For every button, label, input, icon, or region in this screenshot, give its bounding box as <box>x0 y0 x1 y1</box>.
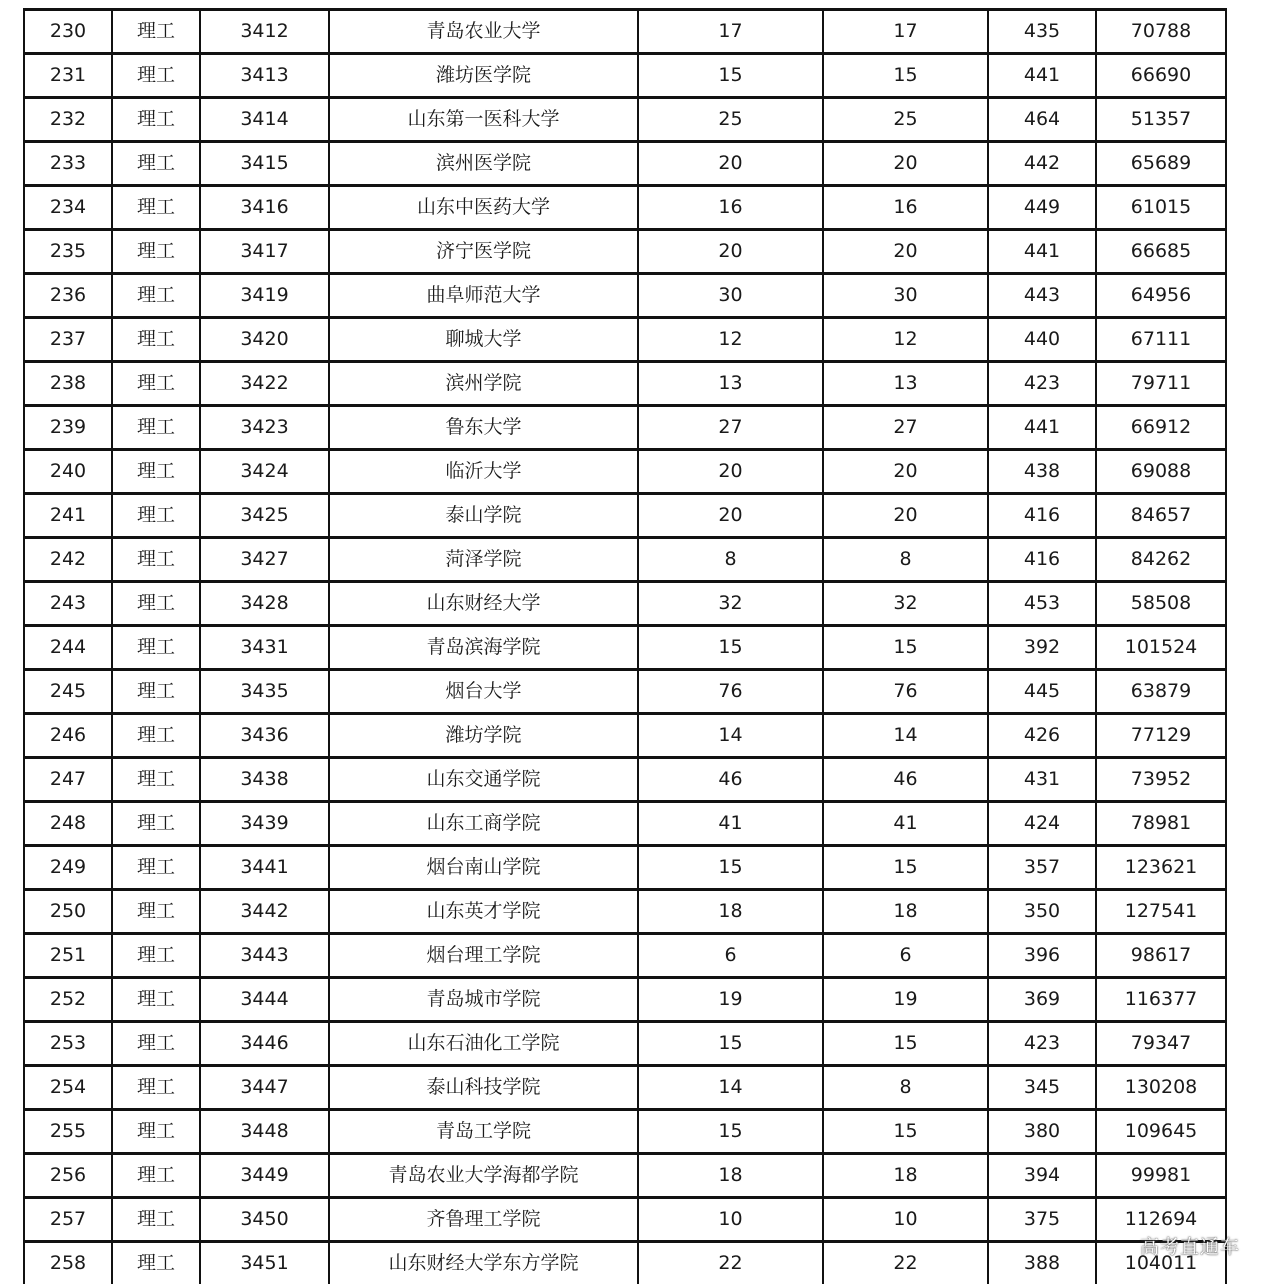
admitted-count-cell: 27 <box>823 406 988 450</box>
table-row <box>24 1066 1226 1110</box>
admitted-count-cell: 20 <box>823 450 988 494</box>
school-code-cell: 3414 <box>200 98 329 142</box>
school-name-cell: 青岛农业大学海都学院 <box>329 1154 638 1198</box>
table-row <box>24 1154 1226 1198</box>
admitted-count-cell: 13 <box>823 362 988 406</box>
admitted-count-cell: 18 <box>823 1154 988 1198</box>
school-name-cell: 济宁医学院 <box>329 230 638 274</box>
min-rank-cell: 70788 <box>1096 10 1226 54</box>
table-row <box>24 142 1226 186</box>
min-rank-cell: 127541 <box>1096 890 1226 934</box>
admitted-count-cell: 14 <box>823 714 988 758</box>
school-name-cell: 烟台南山学院 <box>329 846 638 890</box>
school-name-cell: 山东中医药大学 <box>329 186 638 230</box>
min-score-cell: 345 <box>988 1066 1096 1110</box>
admitted-count-cell: 10 <box>823 1198 988 1242</box>
school-name-cell: 山东第一医科大学 <box>329 98 638 142</box>
school-code-cell: 3422 <box>200 362 329 406</box>
table-row <box>24 978 1226 1022</box>
school-name-cell: 烟台理工学院 <box>329 934 638 978</box>
min-rank-cell: 78981 <box>1096 802 1226 846</box>
table-row <box>24 230 1226 274</box>
seq-cell: 253 <box>24 1022 112 1066</box>
table-row <box>24 362 1226 406</box>
min-rank-cell: 66685 <box>1096 230 1226 274</box>
admitted-count-cell: 20 <box>823 494 988 538</box>
category-cell: 理工 <box>112 142 200 186</box>
min-score-cell: 416 <box>988 538 1096 582</box>
school-name-cell: 青岛工学院 <box>329 1110 638 1154</box>
min-score-cell: 445 <box>988 670 1096 714</box>
category-cell: 理工 <box>112 274 200 318</box>
school-name-cell: 山东交通学院 <box>329 758 638 802</box>
min-rank-cell: 98617 <box>1096 934 1226 978</box>
school-code-cell: 3435 <box>200 670 329 714</box>
min-rank-cell: 123621 <box>1096 846 1226 890</box>
school-code-cell: 3427 <box>200 538 329 582</box>
min-score-cell: 380 <box>988 1110 1096 1154</box>
school-name-cell: 青岛城市学院 <box>329 978 638 1022</box>
school-code-cell: 3441 <box>200 846 329 890</box>
seq-cell: 240 <box>24 450 112 494</box>
min-rank-cell: 109645 <box>1096 1110 1226 1154</box>
category-cell: 理工 <box>112 1154 200 1198</box>
seq-cell: 233 <box>24 142 112 186</box>
min-score-cell: 424 <box>988 802 1096 846</box>
admitted-count-cell: 15 <box>823 1022 988 1066</box>
min-score-cell: 388 <box>988 1242 1096 1285</box>
table-row <box>24 54 1226 98</box>
admitted-count-cell: 30 <box>823 274 988 318</box>
plan-count-cell: 15 <box>638 846 823 890</box>
table-body <box>24 10 1226 1285</box>
table-row <box>24 274 1226 318</box>
seq-cell: 231 <box>24 54 112 98</box>
seq-cell: 242 <box>24 538 112 582</box>
category-cell: 理工 <box>112 670 200 714</box>
plan-count-cell: 30 <box>638 274 823 318</box>
category-cell: 理工 <box>112 406 200 450</box>
seq-cell: 238 <box>24 362 112 406</box>
school-name-cell: 烟台大学 <box>329 670 638 714</box>
seq-cell: 236 <box>24 274 112 318</box>
watermark-text: 高考直通车 <box>1140 1236 1241 1258</box>
school-code-cell: 3412 <box>200 10 329 54</box>
min-rank-cell: 51357 <box>1096 98 1226 142</box>
plan-count-cell: 17 <box>638 10 823 54</box>
seq-cell: 248 <box>24 802 112 846</box>
plan-count-cell: 46 <box>638 758 823 802</box>
min-score-cell: 449 <box>988 186 1096 230</box>
school-code-cell: 3428 <box>200 582 329 626</box>
admitted-count-cell: 15 <box>823 1110 988 1154</box>
min-score-cell: 443 <box>988 274 1096 318</box>
school-code-cell: 3446 <box>200 1022 329 1066</box>
plan-count-cell: 10 <box>638 1198 823 1242</box>
category-cell: 理工 <box>112 846 200 890</box>
category-cell: 理工 <box>112 54 200 98</box>
min-rank-cell: 64956 <box>1096 274 1226 318</box>
plan-count-cell: 6 <box>638 934 823 978</box>
school-name-cell: 山东财经大学东方学院 <box>329 1242 638 1285</box>
admissions-table <box>23 8 1227 1284</box>
admitted-count-cell: 15 <box>823 846 988 890</box>
table-row <box>24 626 1226 670</box>
table-row <box>24 494 1226 538</box>
admitted-count-cell: 18 <box>823 890 988 934</box>
min-score-cell: 435 <box>988 10 1096 54</box>
plan-count-cell: 14 <box>638 1066 823 1110</box>
min-rank-cell: 112694 <box>1096 1198 1226 1242</box>
seq-cell: 256 <box>24 1154 112 1198</box>
school-code-cell: 3413 <box>200 54 329 98</box>
min-rank-cell: 65689 <box>1096 142 1226 186</box>
seq-cell: 230 <box>24 10 112 54</box>
min-score-cell: 423 <box>988 362 1096 406</box>
category-cell: 理工 <box>112 186 200 230</box>
min-score-cell: 426 <box>988 714 1096 758</box>
category-cell: 理工 <box>112 714 200 758</box>
table-row <box>24 538 1226 582</box>
category-cell: 理工 <box>112 758 200 802</box>
category-cell: 理工 <box>112 538 200 582</box>
min-score-cell: 440 <box>988 318 1096 362</box>
table-row <box>24 802 1226 846</box>
table-row <box>24 1242 1226 1285</box>
min-score-cell: 438 <box>988 450 1096 494</box>
table-row <box>24 406 1226 450</box>
school-name-cell: 山东工商学院 <box>329 802 638 846</box>
school-code-cell: 3431 <box>200 626 329 670</box>
plan-count-cell: 41 <box>638 802 823 846</box>
school-name-cell: 青岛滨海学院 <box>329 626 638 670</box>
category-cell: 理工 <box>112 1022 200 1066</box>
min-rank-cell: 67111 <box>1096 318 1226 362</box>
table-row <box>24 846 1226 890</box>
table-row <box>24 98 1226 142</box>
admitted-count-cell: 15 <box>823 54 988 98</box>
category-cell: 理工 <box>112 1110 200 1154</box>
min-score-cell: 394 <box>988 1154 1096 1198</box>
seq-cell: 244 <box>24 626 112 670</box>
school-name-cell: 滨州学院 <box>329 362 638 406</box>
school-name-cell: 山东财经大学 <box>329 582 638 626</box>
min-score-cell: 375 <box>988 1198 1096 1242</box>
category-cell: 理工 <box>112 582 200 626</box>
plan-count-cell: 8 <box>638 538 823 582</box>
table-row <box>24 934 1226 978</box>
table-row <box>24 10 1226 54</box>
table-row <box>24 1110 1226 1154</box>
min-score-cell: 396 <box>988 934 1096 978</box>
admitted-count-cell: 22 <box>823 1242 988 1285</box>
category-cell: 理工 <box>112 978 200 1022</box>
admissions-table-container <box>23 8 1225 1284</box>
school-code-cell: 3419 <box>200 274 329 318</box>
table-row <box>24 582 1226 626</box>
table-row <box>24 1198 1226 1242</box>
school-name-cell: 曲阜师范大学 <box>329 274 638 318</box>
table-row <box>24 1022 1226 1066</box>
seq-cell: 255 <box>24 1110 112 1154</box>
seq-cell: 247 <box>24 758 112 802</box>
min-score-cell: 416 <box>988 494 1096 538</box>
school-code-cell: 3436 <box>200 714 329 758</box>
plan-count-cell: 76 <box>638 670 823 714</box>
plan-count-cell: 15 <box>638 1110 823 1154</box>
min-score-cell: 453 <box>988 582 1096 626</box>
plan-count-cell: 27 <box>638 406 823 450</box>
admitted-count-cell: 12 <box>823 318 988 362</box>
category-cell: 理工 <box>112 626 200 670</box>
school-code-cell: 3416 <box>200 186 329 230</box>
school-code-cell: 3423 <box>200 406 329 450</box>
min-score-cell: 441 <box>988 230 1096 274</box>
min-score-cell: 423 <box>988 1022 1096 1066</box>
seq-cell: 237 <box>24 318 112 362</box>
school-code-cell: 3420 <box>200 318 329 362</box>
plan-count-cell: 22 <box>638 1242 823 1285</box>
min-rank-cell: 79347 <box>1096 1022 1226 1066</box>
category-cell: 理工 <box>112 230 200 274</box>
admitted-count-cell: 20 <box>823 230 988 274</box>
min-rank-cell: 104011 <box>1096 1242 1226 1285</box>
min-score-cell: 350 <box>988 890 1096 934</box>
min-rank-cell: 84262 <box>1096 538 1226 582</box>
school-name-cell: 齐鲁理工学院 <box>329 1198 638 1242</box>
seq-cell: 254 <box>24 1066 112 1110</box>
min-score-cell: 441 <box>988 54 1096 98</box>
category-cell: 理工 <box>112 802 200 846</box>
min-rank-cell: 66912 <box>1096 406 1226 450</box>
plan-count-cell: 15 <box>638 626 823 670</box>
admitted-count-cell: 8 <box>823 538 988 582</box>
category-cell: 理工 <box>112 318 200 362</box>
min-score-cell: 392 <box>988 626 1096 670</box>
table-row <box>24 186 1226 230</box>
school-name-cell: 鲁东大学 <box>329 406 638 450</box>
seq-cell: 245 <box>24 670 112 714</box>
category-cell: 理工 <box>112 1066 200 1110</box>
table-row <box>24 670 1226 714</box>
seq-cell: 258 <box>24 1242 112 1285</box>
plan-count-cell: 20 <box>638 230 823 274</box>
min-rank-cell: 77129 <box>1096 714 1226 758</box>
category-cell: 理工 <box>112 890 200 934</box>
school-code-cell: 3447 <box>200 1066 329 1110</box>
plan-count-cell: 14 <box>638 714 823 758</box>
admitted-count-cell: 15 <box>823 626 988 670</box>
plan-count-cell: 20 <box>638 450 823 494</box>
plan-count-cell: 20 <box>638 494 823 538</box>
min-rank-cell: 130208 <box>1096 1066 1226 1110</box>
min-rank-cell: 116377 <box>1096 978 1226 1022</box>
plan-count-cell: 32 <box>638 582 823 626</box>
plan-count-cell: 15 <box>638 54 823 98</box>
school-code-cell: 3444 <box>200 978 329 1022</box>
plan-count-cell: 15 <box>638 1022 823 1066</box>
school-name-cell: 山东石油化工学院 <box>329 1022 638 1066</box>
seq-cell: 234 <box>24 186 112 230</box>
school-code-cell: 3438 <box>200 758 329 802</box>
plan-count-cell: 18 <box>638 1154 823 1198</box>
school-name-cell: 菏泽学院 <box>329 538 638 582</box>
min-rank-cell: 101524 <box>1096 626 1226 670</box>
plan-count-cell: 13 <box>638 362 823 406</box>
plan-count-cell: 19 <box>638 978 823 1022</box>
seq-cell: 232 <box>24 98 112 142</box>
admitted-count-cell: 32 <box>823 582 988 626</box>
school-code-cell: 3449 <box>200 1154 329 1198</box>
school-name-cell: 聊城大学 <box>329 318 638 362</box>
seq-cell: 257 <box>24 1198 112 1242</box>
category-cell: 理工 <box>112 1198 200 1242</box>
admitted-count-cell: 16 <box>823 186 988 230</box>
plan-count-cell: 18 <box>638 890 823 934</box>
category-cell: 理工 <box>112 934 200 978</box>
min-rank-cell: 73952 <box>1096 758 1226 802</box>
admitted-count-cell: 6 <box>823 934 988 978</box>
school-code-cell: 3443 <box>200 934 329 978</box>
min-rank-cell: 63879 <box>1096 670 1226 714</box>
table-row <box>24 450 1226 494</box>
min-score-cell: 357 <box>988 846 1096 890</box>
min-rank-cell: 84657 <box>1096 494 1226 538</box>
school-code-cell: 3442 <box>200 890 329 934</box>
min-score-cell: 442 <box>988 142 1096 186</box>
category-cell: 理工 <box>112 98 200 142</box>
category-cell: 理工 <box>112 450 200 494</box>
school-code-cell: 3450 <box>200 1198 329 1242</box>
plan-count-cell: 12 <box>638 318 823 362</box>
seq-cell: 246 <box>24 714 112 758</box>
school-code-cell: 3425 <box>200 494 329 538</box>
school-name-cell: 青岛农业大学 <box>329 10 638 54</box>
school-code-cell: 3417 <box>200 230 329 274</box>
min-score-cell: 431 <box>988 758 1096 802</box>
min-rank-cell: 61015 <box>1096 186 1226 230</box>
category-cell: 理工 <box>112 494 200 538</box>
school-code-cell: 3415 <box>200 142 329 186</box>
school-name-cell: 滨州医学院 <box>329 142 638 186</box>
school-name-cell: 潍坊学院 <box>329 714 638 758</box>
seq-cell: 250 <box>24 890 112 934</box>
plan-count-cell: 20 <box>638 142 823 186</box>
admitted-count-cell: 19 <box>823 978 988 1022</box>
seq-cell: 239 <box>24 406 112 450</box>
school-name-cell: 泰山科技学院 <box>329 1066 638 1110</box>
table-row <box>24 890 1226 934</box>
school-code-cell: 3424 <box>200 450 329 494</box>
min-rank-cell: 99981 <box>1096 1154 1226 1198</box>
seq-cell: 249 <box>24 846 112 890</box>
seq-cell: 235 <box>24 230 112 274</box>
admitted-count-cell: 8 <box>823 1066 988 1110</box>
seq-cell: 251 <box>24 934 112 978</box>
admitted-count-cell: 17 <box>823 10 988 54</box>
seq-cell: 252 <box>24 978 112 1022</box>
school-name-cell: 泰山学院 <box>329 494 638 538</box>
category-cell: 理工 <box>112 362 200 406</box>
plan-count-cell: 16 <box>638 186 823 230</box>
school-code-cell: 3451 <box>200 1242 329 1285</box>
category-cell: 理工 <box>112 10 200 54</box>
school-name-cell: 潍坊医学院 <box>329 54 638 98</box>
school-name-cell: 临沂大学 <box>329 450 638 494</box>
min-rank-cell: 66690 <box>1096 54 1226 98</box>
admitted-count-cell: 41 <box>823 802 988 846</box>
min-score-cell: 441 <box>988 406 1096 450</box>
admitted-count-cell: 76 <box>823 670 988 714</box>
table-row <box>24 318 1226 362</box>
admitted-count-cell: 25 <box>823 98 988 142</box>
school-code-cell: 3448 <box>200 1110 329 1154</box>
school-name-cell: 山东英才学院 <box>329 890 638 934</box>
min-rank-cell: 79711 <box>1096 362 1226 406</box>
plan-count-cell: 25 <box>638 98 823 142</box>
admitted-count-cell: 46 <box>823 758 988 802</box>
admitted-count-cell: 20 <box>823 142 988 186</box>
min-rank-cell: 69088 <box>1096 450 1226 494</box>
table-row <box>24 714 1226 758</box>
school-code-cell: 3439 <box>200 802 329 846</box>
seq-cell: 243 <box>24 582 112 626</box>
min-score-cell: 464 <box>988 98 1096 142</box>
category-cell: 理工 <box>112 1242 200 1285</box>
seq-cell: 241 <box>24 494 112 538</box>
min-rank-cell: 58508 <box>1096 582 1226 626</box>
min-score-cell: 369 <box>988 978 1096 1022</box>
table-row <box>24 758 1226 802</box>
